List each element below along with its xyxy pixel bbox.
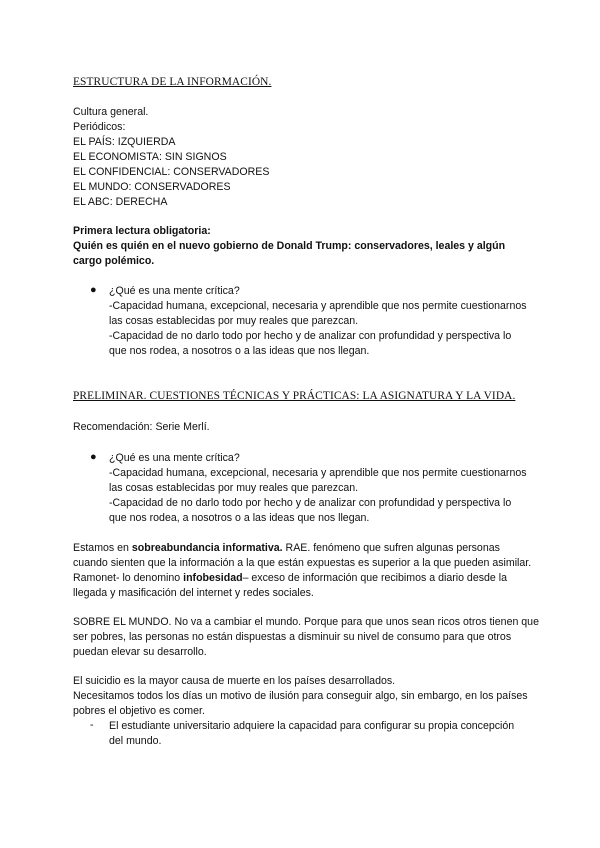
text-abc: EL ABC: DERECHA: [73, 196, 168, 208]
text-confidencial: EL CONFIDENCIAL: CONSERVADORES: [73, 166, 270, 178]
mente-line-2: las cosas establecidas por muy reales que parezcan.: [109, 315, 359, 327]
sobre-bold: sobreabundancia informativa.: [131, 542, 283, 554]
mente-question: ¿Qué es una mente crítica?: [109, 285, 240, 297]
bullet-icon: ●: [90, 284, 97, 296]
text-economista: EL ECONOMISTA: SIN SIGNOS: [73, 151, 227, 163]
text-cultura: Cultura general.: [73, 106, 149, 118]
suicidio-line-1: El suicidio es la mayor causa de muerte en los países desarrollados.: [73, 675, 396, 687]
sobre-line-1: [73, 541, 500, 556]
sobre-pre: Estamos en: [73, 542, 132, 554]
reading-title: Primera lectura obligatoria:: [73, 225, 211, 237]
mundo-line-3: puedan elevar su desarrollo.: [73, 646, 207, 658]
suicidio-dash-line-2: del mundo.: [109, 735, 162, 747]
heading-preliminar: PRELIMINAR. CUESTIONES TÉCNICAS Y PRÁCTICAS: LA ASIGNATURA Y LA VIDA.: [73, 390, 516, 402]
mente-line-4-2: que nos rodea, a nosotros o a las ideas que nos llegan.: [109, 512, 370, 524]
sobre-line-3: [73, 571, 507, 586]
suicidio-line-2: Necesitamos todos los días un motivo de ilusión para conseguir algo, sin embargo, en los países: [73, 690, 528, 702]
mente-line-3: -Capacidad de no darlo todo por hecho y de analizar con profundidad y perspectiva lo: [109, 330, 512, 342]
mundo-line-1: SOBRE EL MUNDO. No va a cambiar el mundo. Porque para que unos sean ricos otros tienen que: [73, 616, 539, 628]
suicidio-line-3: pobres el objetivo es comer.: [73, 705, 205, 717]
mente-line-1-2: -Capacidad humana, excepcional, necesaria y aprendible que nos permite cuestionarnos: [109, 467, 527, 479]
bullet-icon: ●: [90, 451, 97, 463]
mente-line-2-2: las cosas establecidas por muy reales que parezcan.: [109, 482, 359, 494]
mente-line-4: que nos rodea, a nosotros o a las ideas que nos llegan.: [109, 345, 370, 357]
mente-question-2: ¿Qué es una mente crítica?: [109, 452, 240, 464]
sobre-line-2: cuando sienten que la información a la que están expuestas es superior a la que pueden asimilar.: [73, 557, 532, 569]
reading-line-2: cargo polémico.: [73, 255, 155, 267]
sobre-line-4: llegada y masificación del internet y redes sociales.: [73, 587, 314, 599]
sobre-l3-post: – exceso de información que recibimos a diario desde la: [242, 572, 507, 584]
mente-line-3-2: -Capacidad de no darlo todo por hecho y de analizar con profundidad y perspectiva lo: [109, 497, 512, 509]
text-elmundo: EL MUNDO: CONSERVADORES: [73, 181, 231, 193]
heading-estructura: ESTRUCTURA DE LA INFORMACIÓN.: [73, 76, 272, 88]
mundo-line-2: ser pobres, las personas no están dispuestas a disminuir su nivel de consumo para que otros: [73, 631, 512, 643]
sobre-post: RAE. fenómeno que sufren algunas personas: [282, 542, 500, 554]
mente-line-1: -Capacidad humana, excepcional, necesaria y aprendible que nos permite cuestionarnos: [109, 300, 527, 312]
suicidio-dash-line-1: El estudiante universitario adquiere la capacidad para configurar su propia concepción: [109, 720, 515, 732]
dash-marker: -: [90, 719, 94, 731]
text-elpais: EL PAÍS: IZQUIERDA: [73, 136, 176, 148]
reading-line-1: Quién es quién en el nuevo gobierno de Donald Trump: conservadores, leales y algún: [73, 240, 506, 252]
text-periodicos: Periódicos:: [73, 121, 126, 133]
sobre-l3-bold: infobesidad: [183, 572, 243, 584]
sobre-l3-pre: Ramonet- lo denomino: [73, 572, 184, 584]
text-recomendacion: Recomendación: Serie Merlí.: [73, 421, 210, 433]
